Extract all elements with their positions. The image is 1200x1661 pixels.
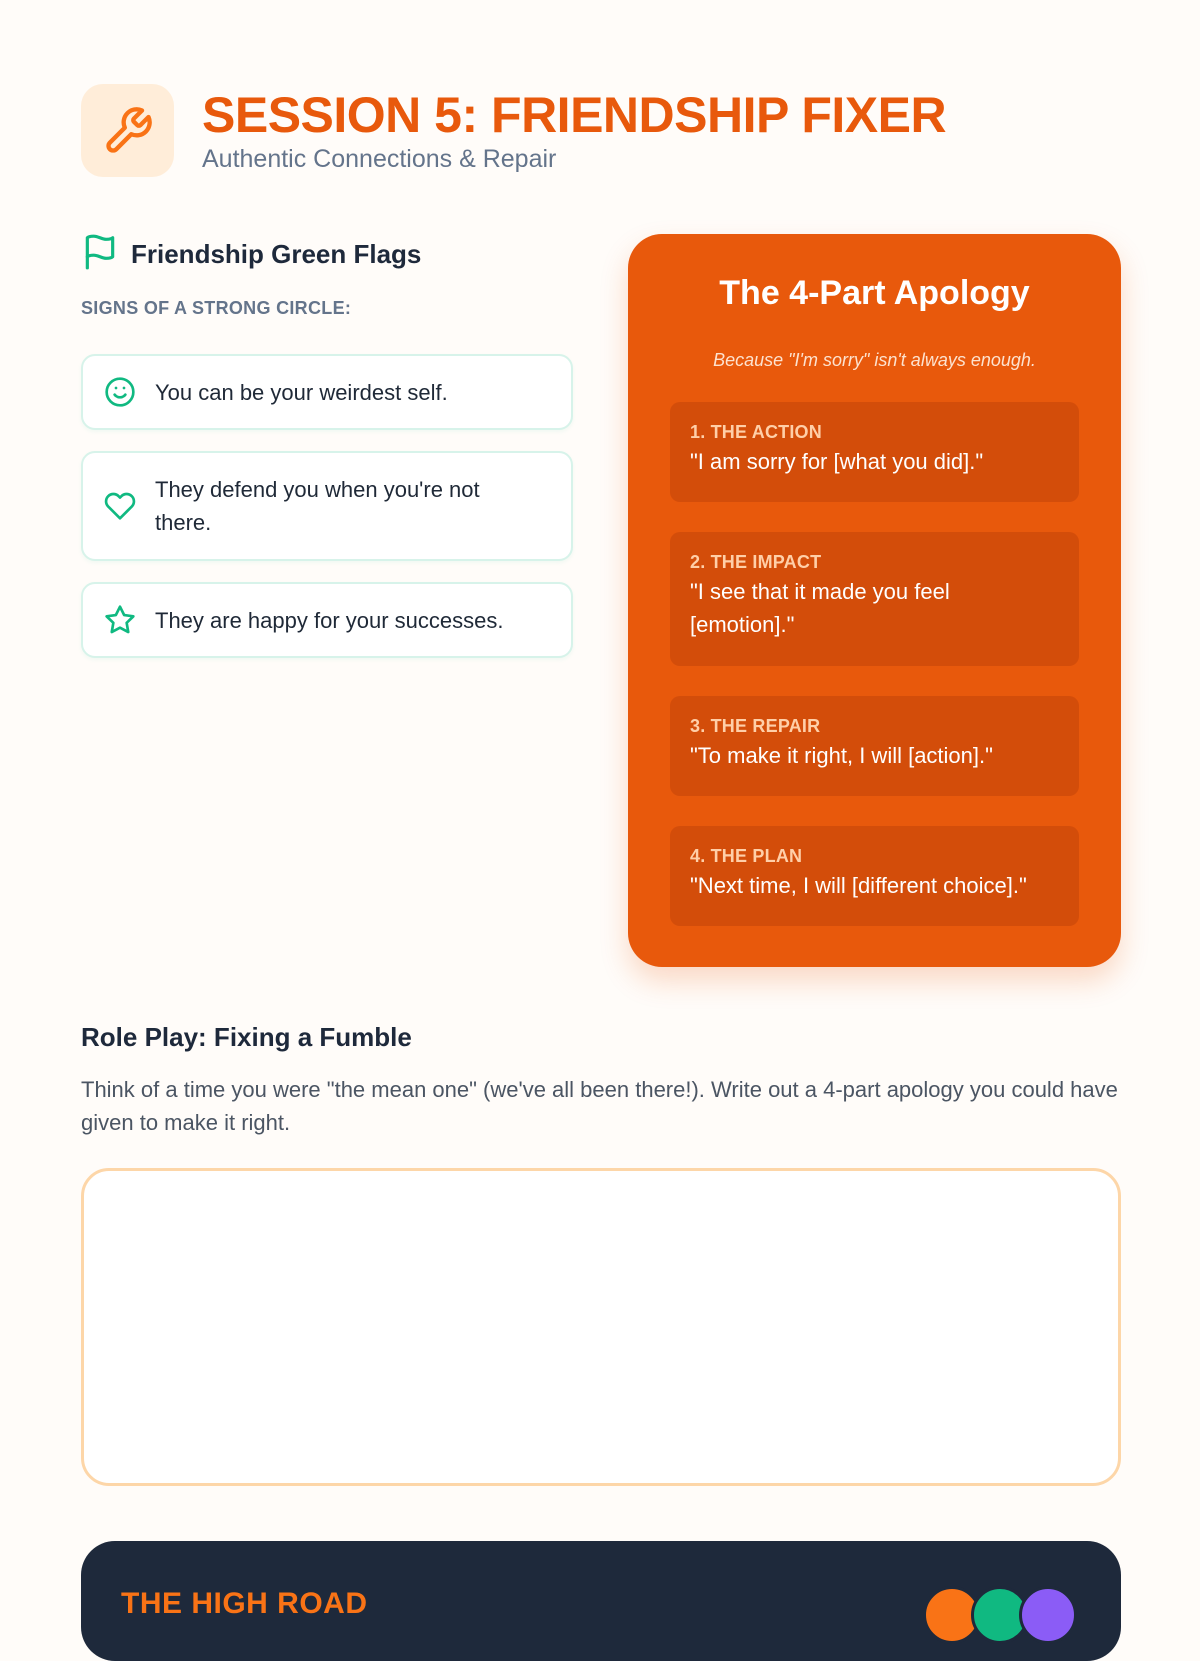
step-label: 4. THE PLAN (690, 846, 803, 866)
apology-title: The 4-Part Apology (719, 274, 1030, 312)
green-flag-card (81, 582, 573, 658)
apology-card (628, 234, 1121, 967)
high-road-label: THE HIGH ROAD (121, 1587, 368, 1620)
apology-step (670, 826, 1079, 926)
green-flag-text: You can be your weirdest self. (155, 379, 448, 405)
step-text: "To make it right, I will [action]." (690, 743, 993, 768)
page-title: SESSION 5: FRIENDSHIP FIXER (202, 87, 947, 143)
wrench-icon (81, 84, 174, 177)
section-heading: Friendship Green Flags (131, 238, 422, 269)
step-text: "Next time, I will [different choice]." (690, 873, 1027, 898)
step-label: 2. THE IMPACT (690, 552, 822, 572)
section-subheading: SIGNS OF A STRONG CIRCLE: (81, 298, 352, 318)
apology-step (670, 532, 1079, 666)
purple-avatar-dot (1019, 1586, 1077, 1644)
green-flags-section (81, 234, 573, 633)
step-label: 3. THE REPAIR (690, 716, 821, 736)
apology-tagline: Because "I'm sorry" isn't always enough. (713, 350, 1036, 370)
page-header (81, 84, 946, 177)
green-flag-text: They defend you when you're not there. (155, 477, 480, 535)
roleplay-description: Think of a time you were "the mean one" (we've all been there!). Write out a 4-part apology you could have given to make it right. (81, 1077, 1118, 1135)
page-subtitle: Authentic Connections & Repair (202, 145, 557, 173)
apology-step (670, 402, 1079, 502)
step-text: "I see that it made you feel [emotion]." (690, 579, 950, 637)
green-flag-text: They are happy for your successes. (155, 607, 504, 633)
roleplay-title: Role Play: Fixing a Fumble (81, 1022, 412, 1052)
green-flag-card (81, 354, 573, 430)
step-text: "I am sorry for [what you did]." (690, 449, 984, 474)
star-icon (103, 604, 137, 636)
green-flag-card (81, 451, 573, 561)
apology-answer-textarea[interactable] (81, 1168, 1121, 1486)
smile-icon (103, 376, 137, 408)
high-road-card (81, 1541, 1121, 1661)
heart-icon (103, 490, 137, 522)
flag-icon (81, 233, 119, 276)
step-label: 1. THE ACTION (690, 422, 822, 442)
apology-step (670, 696, 1079, 796)
